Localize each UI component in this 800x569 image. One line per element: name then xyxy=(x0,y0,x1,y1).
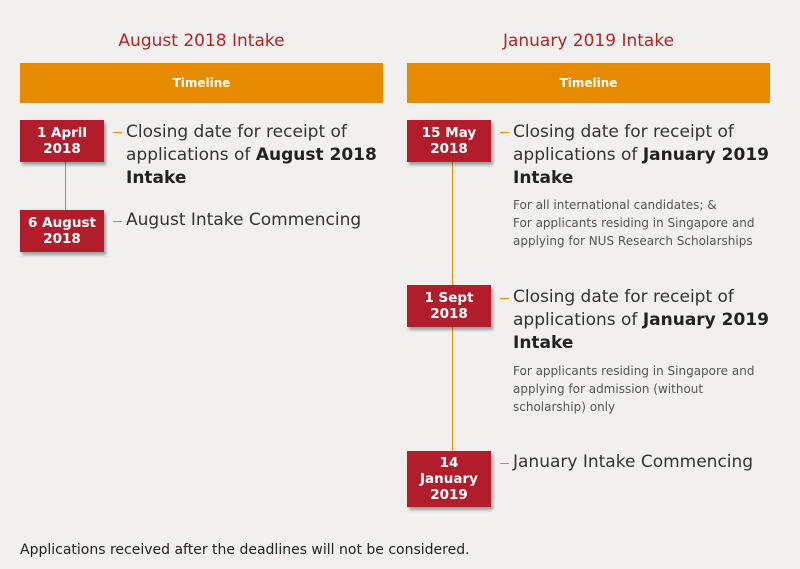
date-line: 2018 xyxy=(430,141,468,157)
event-text-bold: January 2019 Intake xyxy=(513,145,769,188)
january-timeline-bar xyxy=(407,63,770,103)
january-intake-title: January 2019 Intake xyxy=(502,31,675,51)
august-date-badge-1 xyxy=(20,120,104,162)
date-line: January xyxy=(420,471,478,487)
january-event-2-text xyxy=(513,286,773,355)
date-line: 1 April xyxy=(36,125,88,141)
january-event-1-text xyxy=(513,121,773,190)
august-intake-title: August 2018 Intake xyxy=(118,31,285,51)
january-event-1-note xyxy=(513,196,773,250)
january-timeline-label: Timeline xyxy=(559,76,618,90)
event-text-prefix: Closing date for receipt of applications of xyxy=(513,122,734,165)
january-date-badge-1 xyxy=(407,120,491,162)
note-line: For all international candidates; & xyxy=(513,198,717,212)
note-line: For applicants residing in Singapore and applying for NUS Research Scholarships xyxy=(513,216,755,248)
january-event-2-note xyxy=(513,362,773,416)
date-line: 2018 xyxy=(43,141,81,157)
connector-dash xyxy=(500,463,509,464)
event-text-bold: January 2019 Intake xyxy=(513,310,769,353)
event-text-bold: August 2018 Intake xyxy=(126,145,377,188)
connector-dash xyxy=(113,221,122,222)
connector-dash xyxy=(113,132,122,133)
august-date-badge-2 xyxy=(20,210,104,252)
connector-dash xyxy=(500,298,509,299)
january-date-badge-2 xyxy=(407,285,491,327)
january-date-badge-3 xyxy=(407,451,491,507)
date-line: 2019 xyxy=(430,487,468,503)
date-line: 14 xyxy=(439,455,459,471)
august-event-1-text xyxy=(126,121,386,190)
january-event-3-text: January Intake Commencing xyxy=(513,452,754,472)
connector-dash xyxy=(500,132,509,133)
date-line: 2018 xyxy=(430,306,468,322)
august-timeline-bar xyxy=(20,63,383,103)
deadline-disclaimer: Applications received after the deadlines will not be considered. xyxy=(20,542,470,558)
date-line: 1 Sept xyxy=(424,290,474,306)
date-line: 2018 xyxy=(43,231,81,247)
event-text-prefix: Closing date for receipt of applications of xyxy=(513,287,734,330)
date-line: 15 May xyxy=(421,125,477,141)
event-text-prefix: Closing date for receipt of applications of xyxy=(126,122,347,165)
date-line: 6 August xyxy=(28,215,96,231)
august-timeline-line xyxy=(65,160,66,212)
note-line: For applicants residing in Singapore and applying for admission (without scholarship) only xyxy=(513,364,755,414)
august-timeline-label: Timeline xyxy=(172,76,231,90)
august-event-2-text: August Intake Commencing xyxy=(126,210,362,230)
